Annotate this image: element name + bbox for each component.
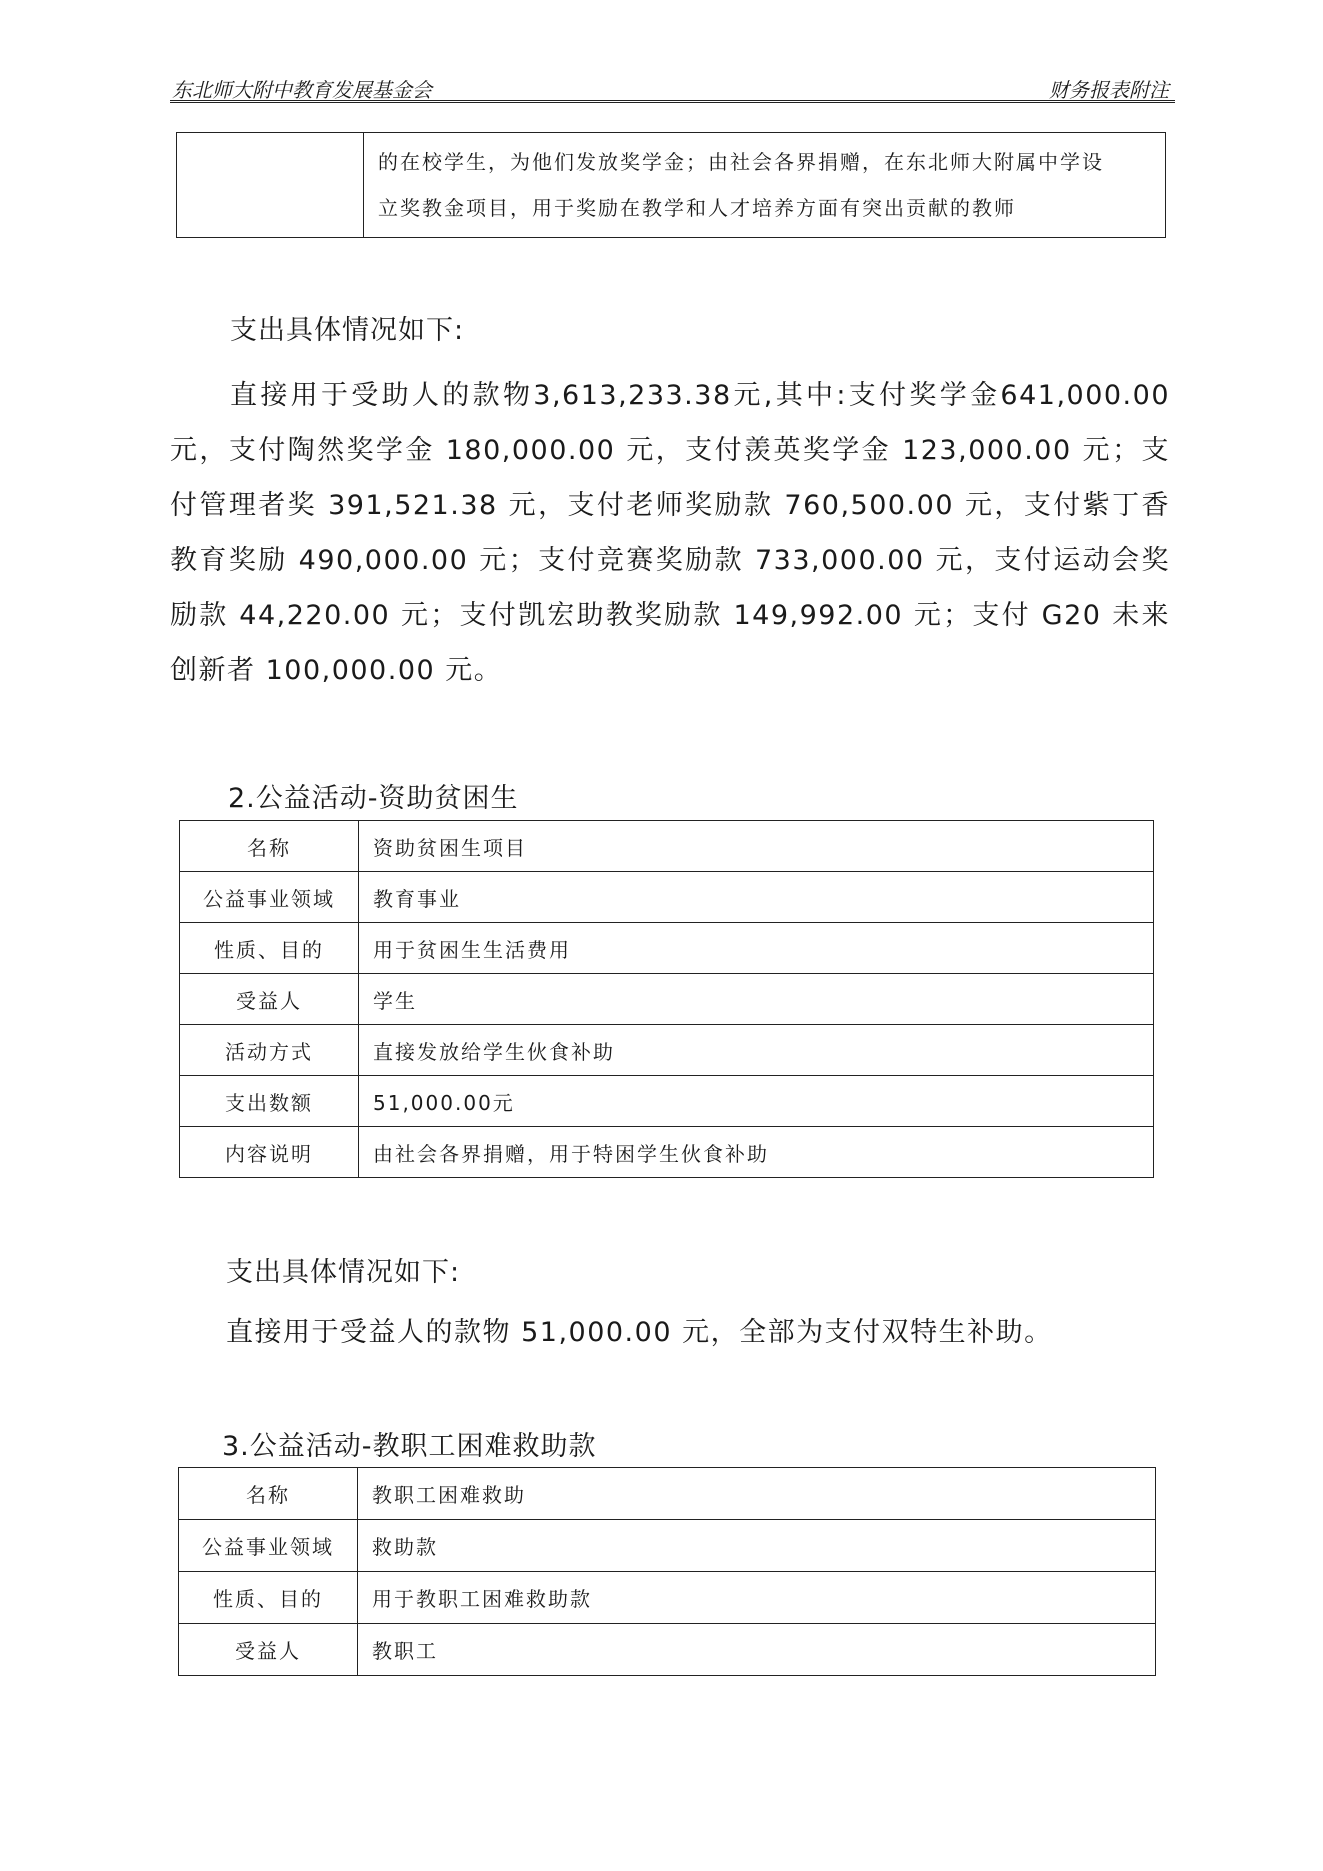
row-value: 由社会各界捐赠，用于特困学生伙食补助 [359, 1127, 1154, 1178]
table-row [180, 974, 1154, 1025]
table-row [180, 1127, 1154, 1178]
section-title-2: 2.公益活动-资助贫困生 [228, 783, 519, 814]
row-value: 用于教职工困难救助款 [358, 1572, 1156, 1624]
table-row [179, 1520, 1156, 1572]
row-value: 51,000.00元 [359, 1076, 1154, 1127]
section-title-3: 3.公益活动-教职工困难救助款 [222, 1431, 597, 1462]
table-row [179, 1468, 1156, 1520]
description-line-2: 立奖教金项目，用于奖励在教学和人才培养方面有突出贡献的教师 [378, 196, 1016, 220]
continued-table [176, 132, 1166, 238]
organization-name: 东北师大附中教育发展基金会 [172, 78, 432, 102]
row-label: 支出数额 [180, 1076, 359, 1127]
expense-heading-1: 支出具体情况如下: [230, 315, 465, 346]
row-label: 名称 [180, 821, 359, 872]
empty-label-cell [177, 133, 364, 238]
activity-table-3 [178, 1467, 1156, 1676]
row-label: 活动方式 [180, 1025, 359, 1076]
activity-table-2 [179, 820, 1154, 1178]
page-header [170, 72, 1175, 103]
row-label: 受益人 [179, 1624, 358, 1676]
row-value: 救助款 [358, 1520, 1156, 1572]
row-label: 内容说明 [180, 1127, 359, 1178]
row-value: 学生 [359, 974, 1154, 1025]
row-label: 受益人 [180, 974, 359, 1025]
expense-heading-2: 支出具体情况如下: [226, 1257, 461, 1288]
table-row [180, 872, 1154, 923]
table-cell-description [364, 133, 1166, 238]
row-label: 性质、目的 [180, 923, 359, 974]
table-row [179, 1572, 1156, 1624]
expense-body-2: 直接用于受益人的款物 51,000.00 元，全部为支付双特生补助。 [226, 1317, 1053, 1348]
row-label: 公益事业领域 [179, 1520, 358, 1572]
row-value: 教职工困难救助 [358, 1468, 1156, 1520]
row-value: 资助贫困生项目 [359, 821, 1154, 872]
table-row [179, 1624, 1156, 1676]
document-type: 财务报表附注 [1049, 78, 1169, 102]
row-label: 名称 [179, 1468, 358, 1520]
table-row [180, 1025, 1154, 1076]
row-value: 用于贫困生生活费用 [359, 923, 1154, 974]
row-value: 直接发放给学生伙食补助 [359, 1025, 1154, 1076]
table-row [180, 1076, 1154, 1127]
row-value: 教育事业 [359, 872, 1154, 923]
row-label: 性质、目的 [179, 1572, 358, 1624]
description-line-1: 的在校学生，为他们发放奖学金；由社会各界捐赠，在东北师大附属中学设 [378, 150, 1104, 174]
row-label: 公益事业领域 [180, 872, 359, 923]
table-row [180, 923, 1154, 974]
table-row [180, 821, 1154, 872]
expense-body-1: 直接用于受助人的款物3,613,233.38元,其中:支付奖学金641,000.00元，支付陶然奖学金 180,000.00 元，支付羡英奖学金 123,000.00 元；支付管理者奖 391,521.38 元，支付老师奖励款 760,500.00 元，支付紫丁香教育奖励 490,000.00 元；支付竞赛奖励款 733,000.00 元，支付运动会奖励款 44,220.00 元；支付凯宏助教奖励款 149,992.00 元；支付 G20 未来创新者 100,000.00 元。 [170, 380, 1170, 686]
table-row [177, 133, 1166, 238]
row-value: 教职工 [358, 1624, 1156, 1676]
